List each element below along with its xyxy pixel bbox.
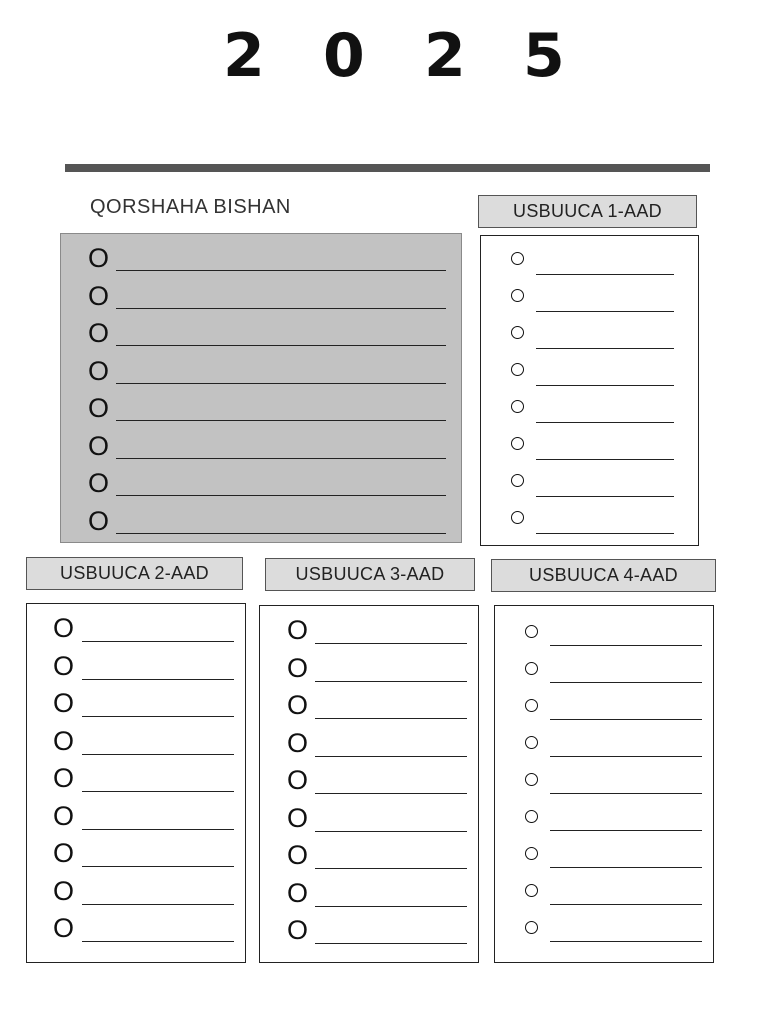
year-digit: 2 xyxy=(424,21,466,91)
checkbox-o-icon[interactable]: O xyxy=(88,318,110,348)
checklist-item[interactable] xyxy=(27,614,245,652)
checklist-item[interactable] xyxy=(495,771,713,808)
checklist-item[interactable] xyxy=(27,652,245,690)
checkbox-o-icon[interactable]: O xyxy=(287,840,309,870)
writing-line[interactable] xyxy=(116,270,446,271)
writing-line[interactable] xyxy=(550,793,702,794)
checklist-item[interactable] xyxy=(260,879,478,917)
checkbox-o-icon[interactable]: O xyxy=(287,765,309,795)
writing-line[interactable] xyxy=(82,754,234,755)
checklist-item[interactable] xyxy=(61,282,461,320)
checkbox-o-icon[interactable]: O xyxy=(53,650,75,681)
checklist-item[interactable] xyxy=(61,432,461,470)
checkbox-o-icon[interactable]: O xyxy=(287,690,309,720)
checklist-item[interactable] xyxy=(495,697,713,734)
checklist-item[interactable] xyxy=(260,804,478,842)
week4-panel xyxy=(494,605,714,963)
writing-line[interactable] xyxy=(82,941,234,942)
writing-line[interactable] xyxy=(82,866,234,867)
writing-line[interactable] xyxy=(116,308,446,309)
week1-heading: USBUUCA 1-AAD xyxy=(478,195,697,228)
writing-line[interactable] xyxy=(315,643,467,644)
writing-line[interactable] xyxy=(315,906,467,907)
checkbox-o-icon[interactable]: O xyxy=(287,915,309,945)
checkbox-circle-icon[interactable] xyxy=(525,625,538,638)
year-digit: 0 xyxy=(323,21,365,91)
checklist-item[interactable] xyxy=(61,244,461,282)
checkbox-o-icon[interactable]: O xyxy=(53,688,75,718)
checkbox-circle-icon[interactable] xyxy=(525,921,538,934)
checklist-item[interactable] xyxy=(61,357,461,395)
writing-line[interactable] xyxy=(315,681,467,682)
writing-line[interactable] xyxy=(82,679,234,680)
checkbox-o-icon[interactable]: O xyxy=(88,468,110,498)
checklist-item[interactable] xyxy=(495,919,713,956)
checkbox-circle-icon[interactable] xyxy=(525,884,538,897)
checkbox-circle-icon[interactable] xyxy=(525,736,538,749)
writing-line[interactable] xyxy=(536,459,674,460)
week1-panel xyxy=(480,235,699,546)
year-digit: 5 xyxy=(523,21,565,91)
year-title xyxy=(0,21,768,94)
writing-line[interactable] xyxy=(116,458,446,459)
writing-line[interactable] xyxy=(116,420,446,421)
checkbox-o-icon[interactable]: O xyxy=(88,505,110,536)
writing-line[interactable] xyxy=(536,311,674,312)
checklist-item[interactable] xyxy=(495,882,713,919)
checkbox-o-icon[interactable]: O xyxy=(53,613,75,643)
writing-line[interactable] xyxy=(315,756,467,757)
checklist-item[interactable] xyxy=(27,727,245,765)
checklist-item[interactable] xyxy=(27,914,245,952)
checkbox-circle-icon[interactable] xyxy=(525,662,538,675)
checkbox-o-icon[interactable]: O xyxy=(53,838,75,868)
checklist-item[interactable] xyxy=(27,839,245,877)
writing-line[interactable] xyxy=(82,904,234,905)
writing-line[interactable] xyxy=(536,533,674,534)
checkbox-o-icon[interactable]: O xyxy=(88,393,110,423)
checklist-item[interactable] xyxy=(61,507,461,545)
checkbox-circle-icon[interactable] xyxy=(525,699,538,712)
writing-line[interactable] xyxy=(550,830,702,831)
writing-line[interactable] xyxy=(536,385,674,386)
checkbox-circle-icon[interactable] xyxy=(511,289,524,302)
main-goals-panel xyxy=(60,233,462,543)
checklist-item[interactable] xyxy=(481,435,698,472)
week3-panel xyxy=(259,605,479,963)
checklist-item[interactable] xyxy=(260,691,478,729)
writing-line[interactable] xyxy=(536,422,674,423)
writing-line[interactable] xyxy=(82,791,234,792)
writing-line[interactable] xyxy=(116,495,446,496)
writing-line[interactable] xyxy=(116,345,446,346)
checkbox-o-icon[interactable]: O xyxy=(287,615,309,645)
week4-heading: USBUUCA 4-AAD xyxy=(491,559,716,592)
writing-line[interactable] xyxy=(550,867,702,868)
checkbox-o-icon[interactable]: O xyxy=(53,763,75,793)
checkbox-o-icon[interactable]: O xyxy=(88,280,110,311)
writing-line[interactable] xyxy=(550,756,702,757)
checklist-item[interactable] xyxy=(61,469,461,507)
checklist-item[interactable] xyxy=(495,845,713,882)
writing-line[interactable] xyxy=(82,829,234,830)
year-digit: 2 xyxy=(223,21,265,91)
checklist-item[interactable] xyxy=(481,472,698,509)
writing-line[interactable] xyxy=(536,274,674,275)
writing-line[interactable] xyxy=(550,645,702,646)
writing-line[interactable] xyxy=(116,383,446,384)
checkbox-circle-icon[interactable] xyxy=(525,773,538,786)
checkbox-o-icon[interactable]: O xyxy=(287,802,309,833)
checklist-item[interactable] xyxy=(260,729,478,767)
week3-heading: USBUUCA 3-AAD xyxy=(265,558,475,591)
checkbox-circle-icon[interactable] xyxy=(511,400,524,413)
checkbox-o-icon[interactable]: O xyxy=(53,725,75,756)
checkbox-circle-icon[interactable] xyxy=(511,363,524,376)
writing-line[interactable] xyxy=(550,941,702,942)
checklist-item[interactable] xyxy=(260,616,478,654)
checkbox-o-icon[interactable]: O xyxy=(88,355,110,386)
writing-line[interactable] xyxy=(315,793,467,794)
writing-line[interactable] xyxy=(550,682,702,683)
checkbox-circle-icon[interactable] xyxy=(511,326,524,339)
checklist-item[interactable] xyxy=(481,398,698,435)
checklist-item[interactable] xyxy=(260,654,478,692)
checklist-item[interactable] xyxy=(481,361,698,398)
header-divider xyxy=(65,164,710,172)
writing-line[interactable] xyxy=(315,718,467,719)
checkbox-o-icon[interactable]: O xyxy=(287,877,309,908)
writing-line[interactable] xyxy=(315,868,467,869)
checklist-item[interactable] xyxy=(260,916,478,954)
checkbox-circle-icon[interactable] xyxy=(511,437,524,450)
checkbox-o-icon[interactable]: O xyxy=(287,727,309,758)
checkbox-circle-icon[interactable] xyxy=(511,511,524,524)
checklist-item[interactable] xyxy=(27,877,245,915)
checklist-item[interactable] xyxy=(481,250,698,287)
checklist-item[interactable] xyxy=(61,319,461,357)
checkbox-circle-icon[interactable] xyxy=(511,474,524,487)
checklist-item[interactable] xyxy=(495,808,713,845)
writing-line[interactable] xyxy=(550,904,702,905)
writing-line[interactable] xyxy=(536,496,674,497)
checkbox-o-icon[interactable]: O xyxy=(53,913,75,943)
writing-line[interactable] xyxy=(116,533,446,534)
checklist-item[interactable] xyxy=(495,734,713,771)
checklist-item[interactable] xyxy=(481,509,698,546)
week2-heading: USBUUCA 2-AAD xyxy=(26,557,243,590)
checkbox-circle-icon[interactable] xyxy=(511,252,524,265)
checkbox-circle-icon[interactable] xyxy=(525,810,538,823)
checklist-item[interactable] xyxy=(27,689,245,727)
checkbox-o-icon[interactable]: O xyxy=(53,875,75,906)
writing-line[interactable] xyxy=(82,641,234,642)
checklist-item[interactable] xyxy=(481,287,698,324)
writing-line[interactable] xyxy=(82,716,234,717)
writing-line[interactable] xyxy=(550,719,702,720)
checkbox-o-icon[interactable]: O xyxy=(53,800,75,831)
checklist-item[interactable] xyxy=(27,764,245,802)
checkbox-o-icon[interactable]: O xyxy=(88,243,110,273)
checklist-item[interactable] xyxy=(495,660,713,697)
writing-line[interactable] xyxy=(315,943,467,944)
checkbox-o-icon[interactable]: O xyxy=(287,652,309,683)
checkbox-circle-icon[interactable] xyxy=(525,847,538,860)
checkbox-o-icon[interactable]: O xyxy=(88,430,110,461)
checklist-item[interactable] xyxy=(495,623,713,660)
writing-line[interactable] xyxy=(315,831,467,832)
checklist-item[interactable] xyxy=(481,324,698,361)
checklist-item[interactable] xyxy=(260,766,478,804)
main-goals-heading: QORSHAHA BISHAN xyxy=(90,196,291,218)
week2-panel xyxy=(26,603,246,963)
checklist-item[interactable] xyxy=(27,802,245,840)
writing-line[interactable] xyxy=(536,348,674,349)
checklist-item[interactable] xyxy=(260,841,478,879)
checklist-item[interactable] xyxy=(61,394,461,432)
